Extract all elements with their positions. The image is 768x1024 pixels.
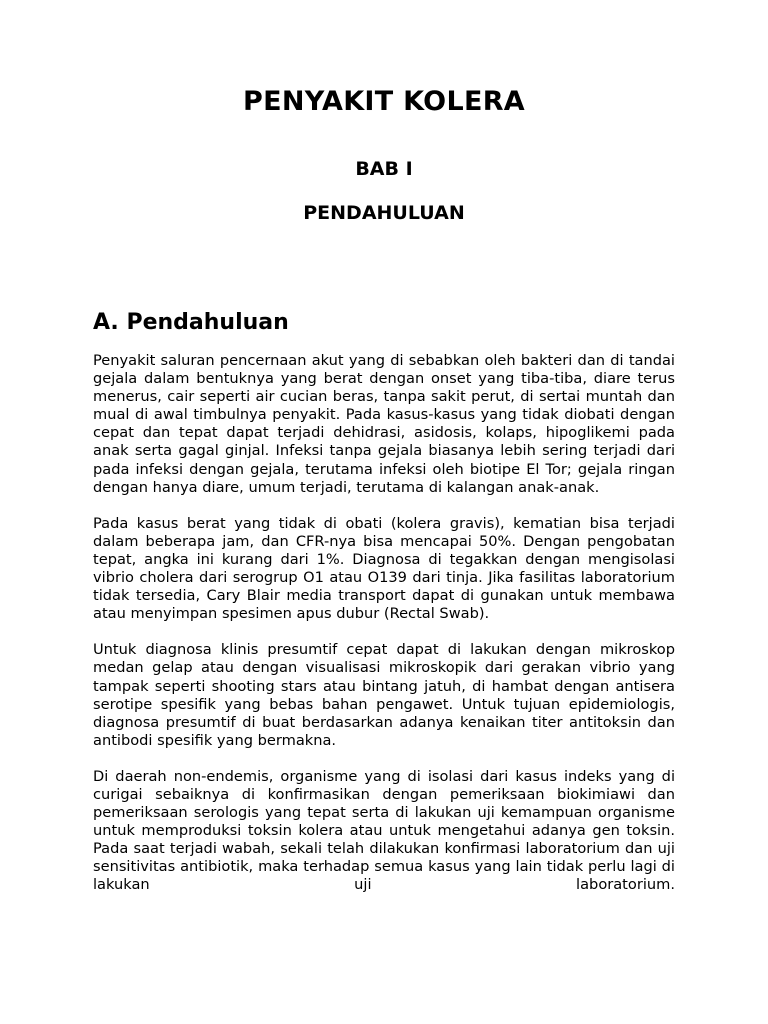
body-text bbox=[93, 352, 675, 913]
paragraph-4: Di daerah non-endemis, organisme yang di isolasi dari kasus indeks yang di curigai sebaiknya di konfirmasikan dengan pemeriksaan biokimiawi dan pemeriksaan serologis yang tepat serta di lakukan uji kemampuan organisme untuk memproduksi toksin kolera atau untuk mengetahui adanya gen toksin. Pada saat terjadi wabah, sekali telah dilakukan konfirmasi laboratorium dan uji sensitivitas antibiotik, maka terhadap semua kasus yang lain tidak perlu lagi di lakukan uji laboratorium. bbox=[93, 767, 675, 894]
chapter-label: BAB I bbox=[355, 158, 413, 180]
document-title: PENYAKIT KOLERA bbox=[243, 86, 525, 117]
paragraph-1: Penyakit saluran pencernaan akut yang di sebabkan oleh bakteri dan di tandai gejala dalam bentuknya yang berat dengan onset yang tiba-tiba, diare terus menerus, cair seperti air cucian beras, tanpa sakit perut, di sertai muntah dan mual di awal timbulnya penyakit. Pada kasus-kasus yang tidak diobati dengan cepat dan tepat dapat terjadi dehidrasi, asidosis, kolaps, hipoglikemi pada anak serta gagal ginjal. Infeksi tanpa gejala biasanya lebih sering terjadi dari pada infeksi dengan gejala, terutama infeksi oleh biotipe El Tor; gejala ringan dengan hanya diare, umum terjadi, terutama di kalangan anak-anak. bbox=[93, 352, 675, 496]
chapter-title: PENDAHULUAN bbox=[303, 202, 465, 224]
paragraph-2: Pada kasus berat yang tidak di obati (kolera gravis), kematian bisa terjadi dalam beberapa jam, dan CFR-nya bisa mencapai 50%. Dengan pengobatan tepat, angka ini kurang dari 1%. Diagnosa di tegakkan dengan mengisolasi vibrio cholera dari serogrup O1 atau O139 dari tinja. Jika fasilitas laboratorium tidak tersedia, Cary Blair media transport dapat di gunakan untuk membawa atau menyimpan spesimen apus dubur (Rectal Swab). bbox=[93, 514, 675, 623]
paragraph-3: Untuk diagnosa klinis presumtif cepat dapat di lakukan dengan mikroskop medan gelap atau dengan visualisasi mikroskopik dari gerakan vibrio yang tampak seperti shooting stars atau bintang jatuh, di hambat dengan antisera serotipe spesifik yang bebas bahan pengawet. Untuk tujuan epidemiologis, diagnosa presumtif di buat berdasarkan adanya kenaikan titer antitoksin dan antibodi spesifik yang bermakna. bbox=[93, 641, 675, 749]
section-heading: A. Pendahuluan bbox=[93, 310, 289, 335]
